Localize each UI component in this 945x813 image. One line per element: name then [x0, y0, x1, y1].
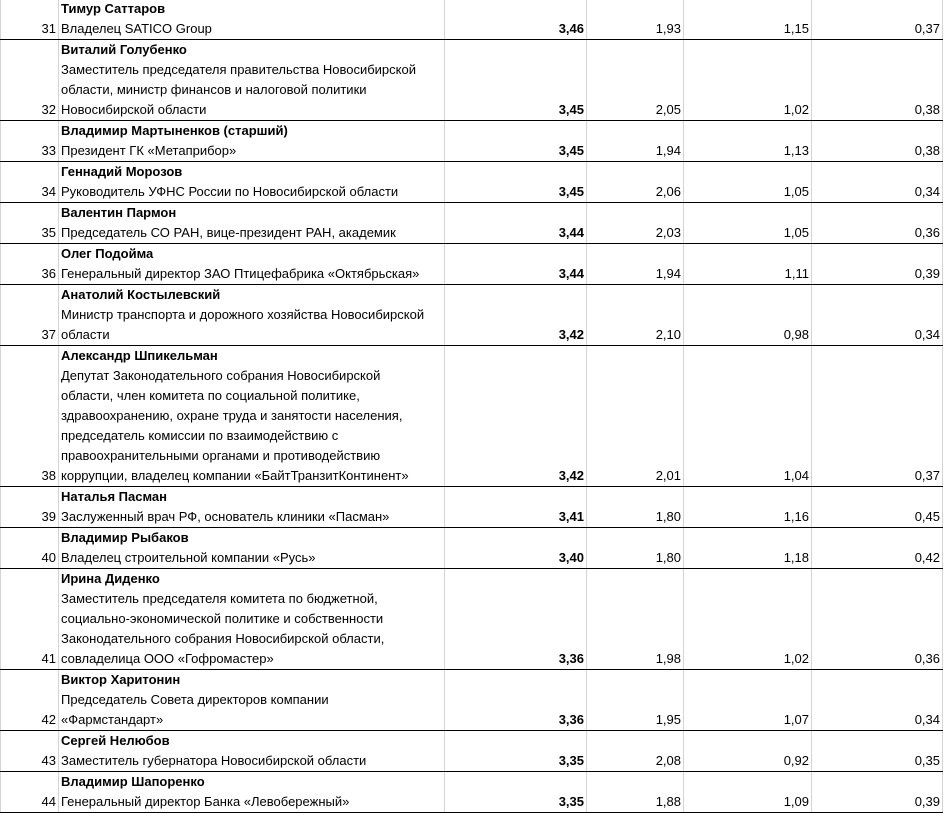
ranking-table-body	[1, 0, 943, 813]
value-2-cell[interactable]: 1,09	[684, 772, 812, 813]
person-cell[interactable]	[59, 203, 445, 244]
score-cell[interactable]: 3,42	[445, 346, 587, 487]
value-2-cell[interactable]: 1,15	[684, 0, 812, 40]
person-cell[interactable]	[59, 731, 445, 772]
value-3-cell[interactable]: 0,34	[812, 670, 943, 731]
row-number-cell[interactable]: 34	[1, 162, 59, 203]
table-row	[1, 40, 943, 121]
value-3-cell[interactable]: 0,34	[812, 285, 943, 346]
table-row	[1, 162, 943, 203]
value-2-cell[interactable]: 0,92	[684, 731, 812, 772]
person-name: Олег Подойма	[61, 246, 154, 261]
person-position-line: Заслуженный врач РФ, основатель клиники «Пасман»	[61, 509, 390, 524]
value-2-cell[interactable]: 1,02	[684, 569, 812, 670]
row-number-cell[interactable]: 42	[1, 670, 59, 731]
value-3-cell[interactable]: 0,35	[812, 731, 943, 772]
value-1-cell[interactable]: 1,94	[587, 244, 684, 285]
person-position-line: области	[61, 327, 110, 342]
person-position-line: Заместитель председателя комитета по бюджетной,	[61, 591, 378, 606]
value-2-cell[interactable]: 1,05	[684, 203, 812, 244]
person-name: Владимир Шапоренко	[61, 774, 205, 789]
value-1-cell[interactable]: 1,80	[587, 528, 684, 569]
person-name: Владимир Мартыненков (старший)	[61, 123, 288, 138]
value-1-cell[interactable]: 1,93	[587, 0, 684, 40]
value-1-cell[interactable]: 2,10	[587, 285, 684, 346]
table-row	[1, 121, 943, 162]
person-position-line: здравоохранению, охране труда и занятости населения,	[61, 408, 403, 423]
value-3-cell[interactable]: 0,42	[812, 528, 943, 569]
person-position-line: области, министр финансов и налоговой политики	[61, 82, 367, 97]
value-1-cell[interactable]: 2,05	[587, 40, 684, 121]
value-3-cell[interactable]: 0,34	[812, 162, 943, 203]
person-cell[interactable]	[59, 528, 445, 569]
row-number-cell[interactable]: 33	[1, 121, 59, 162]
person-position-line: Владелец SATICO Group	[61, 21, 212, 36]
score-cell[interactable]: 3,44	[445, 203, 587, 244]
person-position-line: Руководитель УФНС России по Новосибирской области	[61, 184, 399, 199]
value-3-cell[interactable]: 0,39	[812, 772, 943, 813]
person-position-line: Новосибирской области	[61, 102, 207, 117]
row-number-cell[interactable]: 38	[1, 346, 59, 487]
table-row	[1, 670, 943, 731]
table-row	[1, 772, 943, 813]
table-row	[1, 569, 943, 670]
value-1-cell[interactable]: 2,06	[587, 162, 684, 203]
score-cell[interactable]: 3,42	[445, 285, 587, 346]
table-row	[1, 244, 943, 285]
person-position-line: «Фармстандарт»	[61, 712, 164, 727]
person-position-line: Владелец строительной компании «Русь»	[61, 550, 316, 565]
person-cell[interactable]	[59, 121, 445, 162]
person-name: Владимир Рыбаков	[61, 530, 189, 545]
row-number-cell[interactable]: 44	[1, 772, 59, 813]
person-position-line: Заместитель губернатора Новосибирской области	[61, 753, 367, 768]
row-number-cell[interactable]: 35	[1, 203, 59, 244]
table-row	[1, 528, 943, 569]
person-cell[interactable]	[59, 244, 445, 285]
person-name: Наталья Пасман	[61, 489, 167, 504]
person-cell[interactable]	[59, 0, 445, 40]
score-cell[interactable]: 3,44	[445, 244, 587, 285]
person-name: Геннадий Морозов	[61, 164, 183, 179]
person-name: Анатолий Костылевский	[61, 287, 221, 302]
value-2-cell[interactable]: 1,13	[684, 121, 812, 162]
value-1-cell[interactable]: 1,94	[587, 121, 684, 162]
person-cell[interactable]	[59, 40, 445, 121]
table-row	[1, 346, 943, 487]
person-position-line: Председатель СО РАН, вице-президент РАН, академик	[61, 225, 396, 240]
score-cell[interactable]: 3,35	[445, 731, 587, 772]
row-number-cell[interactable]: 39	[1, 487, 59, 528]
value-3-cell[interactable]: 0,39	[812, 244, 943, 285]
person-position-line: социально-экономической политике и собственности	[61, 611, 384, 626]
person-position-line: правоохранительными органами и противодействию	[61, 448, 381, 463]
table-row	[1, 203, 943, 244]
value-2-cell[interactable]: 1,04	[684, 346, 812, 487]
person-cell[interactable]	[59, 285, 445, 346]
person-name: Ирина Диденко	[61, 571, 160, 586]
value-2-cell[interactable]: 1,16	[684, 487, 812, 528]
value-2-cell[interactable]: 1,07	[684, 670, 812, 731]
row-number-cell[interactable]: 40	[1, 528, 59, 569]
value-3-cell[interactable]: 0,38	[812, 121, 943, 162]
person-position-line: коррупции, владелец компании «БайтТранзитКонтинент»	[61, 468, 409, 483]
person-name: Виталий Голубенко	[61, 42, 187, 57]
value-2-cell[interactable]: 1,02	[684, 40, 812, 121]
value-1-cell[interactable]: 2,03	[587, 203, 684, 244]
value-3-cell[interactable]: 0,37	[812, 346, 943, 487]
value-2-cell[interactable]: 1,18	[684, 528, 812, 569]
value-3-cell[interactable]: 0,36	[812, 203, 943, 244]
person-cell[interactable]	[59, 670, 445, 731]
person-cell[interactable]	[59, 569, 445, 670]
person-cell[interactable]	[59, 346, 445, 487]
table-row	[1, 731, 943, 772]
person-position-line: совладелица ООО «Гофромастер»	[61, 651, 274, 666]
person-cell[interactable]	[59, 487, 445, 528]
person-cell[interactable]	[59, 162, 445, 203]
value-2-cell[interactable]: 1,11	[684, 244, 812, 285]
score-cell[interactable]: 3,35	[445, 772, 587, 813]
score-cell[interactable]: 3,45	[445, 121, 587, 162]
table-row	[1, 487, 943, 528]
value-1-cell[interactable]: 2,01	[587, 346, 684, 487]
person-position-line: Министр транспорта и дорожного хозяйства Новосибирской	[61, 307, 425, 322]
score-cell[interactable]: 3,36	[445, 569, 587, 670]
score-cell[interactable]: 3,40	[445, 528, 587, 569]
person-position-line: председатель комиссии по взаимодействию с	[61, 428, 339, 443]
value-1-cell[interactable]: 1,95	[587, 670, 684, 731]
row-number-cell[interactable]: 37	[1, 285, 59, 346]
table-row	[1, 285, 943, 346]
score-cell[interactable]: 3,45	[445, 40, 587, 121]
person-position-line: Заместитель председателя правительства Новосибирской	[61, 62, 416, 77]
table-row	[1, 0, 943, 40]
value-3-cell[interactable]: 0,37	[812, 0, 943, 40]
person-name: Виктор Харитонин	[61, 672, 181, 687]
person-position-line: Законодательного собрания Новосибирской области,	[61, 631, 385, 646]
person-name: Сергей Нелюбов	[61, 733, 170, 748]
value-3-cell[interactable]: 0,38	[812, 40, 943, 121]
person-position-line: Президент ГК «Метаприбор»	[61, 143, 237, 158]
value-1-cell[interactable]: 1,98	[587, 569, 684, 670]
row-number-cell[interactable]: 41	[1, 569, 59, 670]
person-position-line: Председатель Совета директоров компании	[61, 692, 329, 707]
row-number-cell[interactable]: 43	[1, 731, 59, 772]
person-name: Валентин Пармон	[61, 205, 177, 220]
person-position-line: Генеральный директор Банка «Левобережный»	[61, 794, 350, 809]
person-position-line: области, член комитета по социальной политике,	[61, 388, 360, 403]
value-1-cell[interactable]: 1,88	[587, 772, 684, 813]
row-number-cell[interactable]: 31	[1, 0, 59, 40]
person-name: Александр Шпикельман	[61, 348, 218, 363]
value-3-cell[interactable]: 0,45	[812, 487, 943, 528]
person-name: Тимур Саттаров	[61, 1, 166, 16]
person-position-line: Депутат Законодательного собрания Новосибирской	[61, 368, 381, 383]
row-number-cell[interactable]: 36	[1, 244, 59, 285]
score-cell[interactable]: 3,36	[445, 670, 587, 731]
value-1-cell[interactable]: 2,08	[587, 731, 684, 772]
value-1-cell[interactable]: 1,80	[587, 487, 684, 528]
row-number-cell[interactable]: 32	[1, 40, 59, 121]
person-position-line: Генеральный директор ЗАО Птицефабрика «Октябрьская»	[61, 266, 420, 281]
score-cell[interactable]: 3,46	[445, 0, 587, 40]
score-cell[interactable]: 3,41	[445, 487, 587, 528]
value-2-cell[interactable]: 1,05	[684, 162, 812, 203]
person-cell[interactable]	[59, 772, 445, 813]
score-cell[interactable]: 3,45	[445, 162, 587, 203]
value-2-cell[interactable]: 0,98	[684, 285, 812, 346]
value-3-cell[interactable]: 0,36	[812, 569, 943, 670]
